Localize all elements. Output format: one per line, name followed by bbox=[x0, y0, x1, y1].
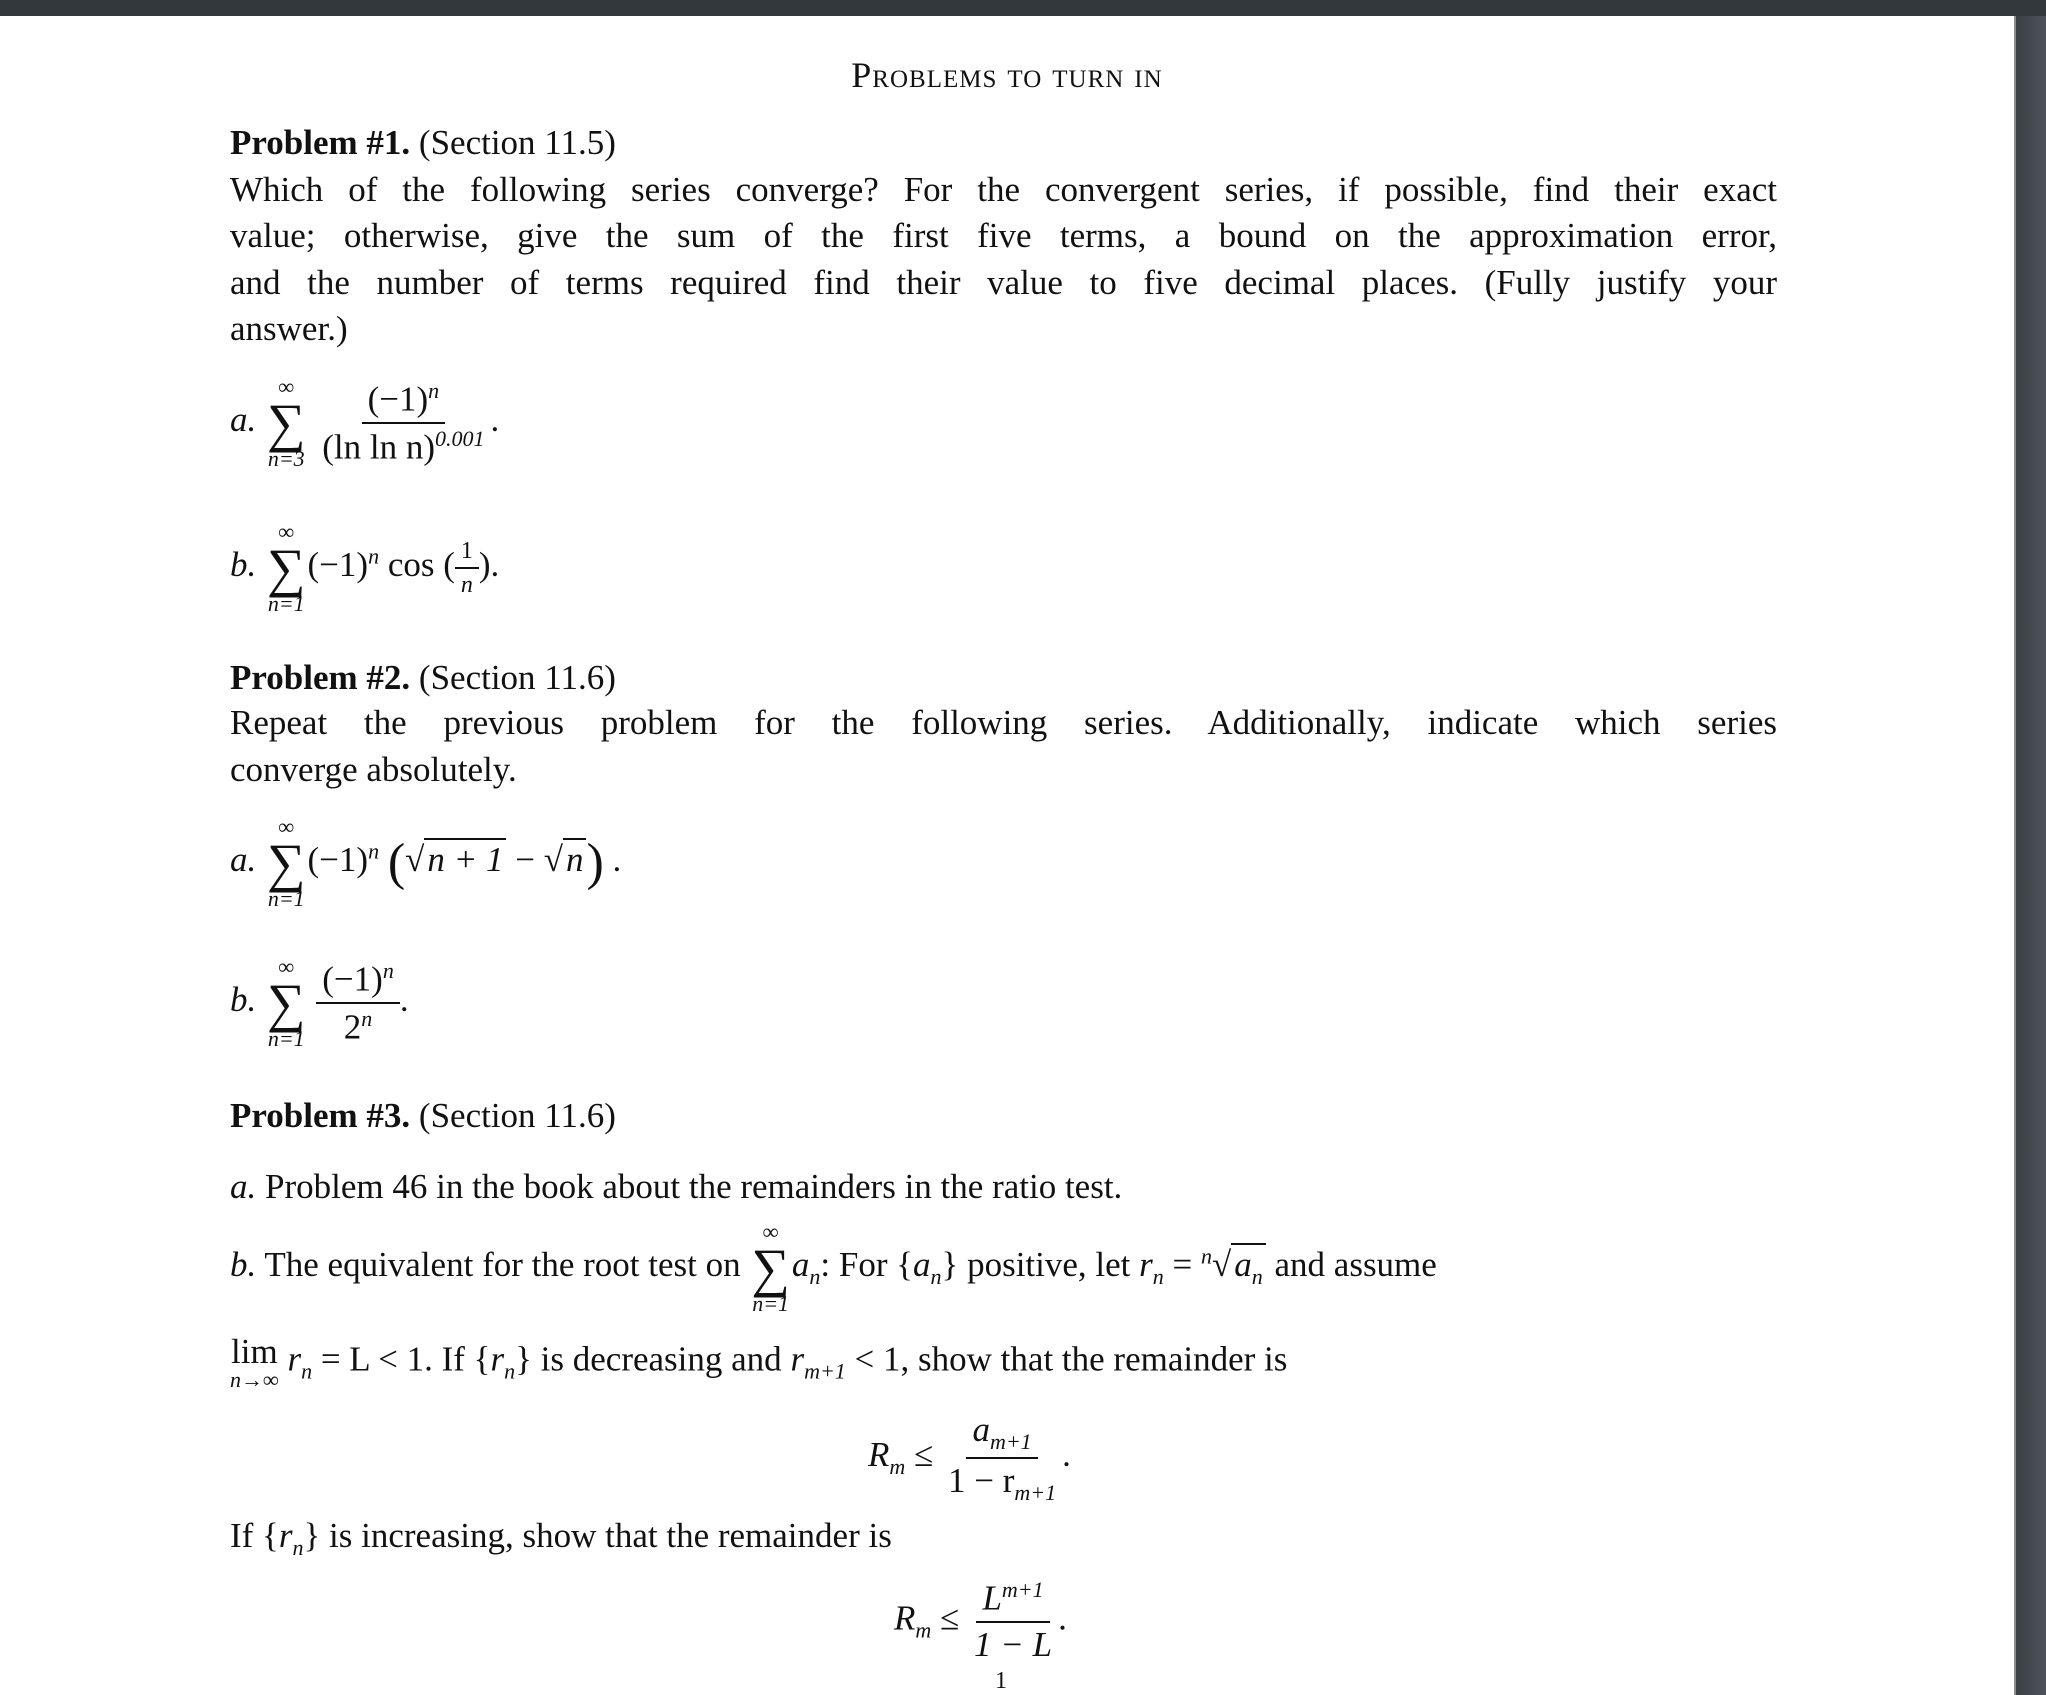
section-ref: (Section 11.6) bbox=[418, 658, 616, 697]
p1-line: answer.) bbox=[230, 309, 348, 348]
limit: lim n→∞ bbox=[230, 1332, 279, 1392]
problem-1-heading bbox=[230, 120, 1777, 166]
part-label: b. bbox=[230, 545, 257, 585]
sum-symbol: ∞ ∑ n=1 bbox=[267, 954, 306, 1051]
part-label: a. bbox=[230, 400, 257, 440]
p2-part-a: a. ∞ ∑ n=1 $(-1)^n$ (√n + 1 − √n) . bbox=[230, 814, 622, 911]
heading-label: Problem #1. bbox=[230, 123, 411, 162]
remainder-formula-1: $R_m$ ≤ $\frac{a_{m+1}}{1 - r_{m+1}}$ . bbox=[868, 1410, 1071, 1506]
document-page bbox=[0, 16, 2016, 1695]
viewer-scroll-area[interactable] bbox=[2016, 16, 2046, 1695]
sum-symbol: ∞ ∑ n=3 bbox=[267, 374, 306, 471]
fraction: $\frac{(-1)^n}{(\ln \ln n)^{0.001}}$ bbox=[322, 377, 485, 467]
p2-line: Repeat the previous problem for the following series. Additionally, indicate which series bbox=[230, 703, 1777, 742]
part-label: b. bbox=[230, 980, 257, 1020]
viewer-top-bar bbox=[0, 0, 2046, 16]
p2-part-b: b. ∞ ∑ n=1 $\frac{(-1)^n}{2^n}$ . bbox=[230, 954, 409, 1051]
section-ref: (Section 11.5) bbox=[418, 123, 616, 162]
page-title: Problems to turn in bbox=[851, 55, 1163, 95]
p3-part-b-line2: lim n→∞ $r_n = L < 1$. If $\{r_n\}$ is decreasing and $r_{m+1} < 1$, show that the remainder is bbox=[230, 1332, 1288, 1392]
sum-symbol: ∞ ∑ n=1 bbox=[267, 814, 306, 911]
p3-part-a: a. Problem 46 in the book about the remainders in the ratio test. bbox=[230, 1167, 1123, 1206]
sum-symbol: ∞ ∑ n=1 bbox=[751, 1219, 790, 1316]
p1-line: Which of the following series converge? For the convergent series, if possible, find their exact bbox=[230, 170, 1777, 209]
remainder-formula-2: $R_m$ ≤ $\frac{L^{m+1}}{1 - L}$ . bbox=[894, 1577, 1067, 1665]
problem-3-heading bbox=[230, 1093, 1777, 1139]
section-ref: (Section 11.6) bbox=[418, 1096, 616, 1135]
heading-label: Problem #2. bbox=[230, 658, 411, 697]
p3-part-b-line1: b. The equivalent for the root test on ∞ ∑ n=1 $a_n$: For $\{a_n\}$ positive, let $r_n = ^n√a_n$ and assume bbox=[230, 1219, 1437, 1316]
fraction: $\frac{(-1)^n}{2^n}$ bbox=[316, 959, 400, 1047]
p3-increasing-line: If $\{r_n\}$ is increasing, show that the remainder is bbox=[230, 1516, 892, 1560]
part-label: a. bbox=[230, 840, 257, 880]
p1-part-a: a. ∞ ∑ n=3 $\frac{(-1)^n}{(\ln \ln n)^{0.001}}$ . bbox=[230, 374, 500, 471]
p1-line: value; otherwise, give the sum of the first five terms, a bound on the approximation error, bbox=[230, 216, 1777, 255]
page-number: 1 bbox=[995, 1668, 1007, 1694]
p1-part-b: b. ∞ ∑ n=1 $(-1)^n$ cos ( $\frac{1}{n}$ ). bbox=[230, 519, 500, 616]
p1-line: and the number of terms required find their value to five decimal places. (Fully justify your bbox=[230, 263, 1777, 302]
problem-2-heading bbox=[230, 655, 1777, 701]
sum-symbol: ∞ ∑ n=1 bbox=[267, 519, 306, 616]
heading-label: Problem #3. bbox=[230, 1096, 411, 1135]
p2-line: converge absolutely. bbox=[230, 750, 517, 789]
